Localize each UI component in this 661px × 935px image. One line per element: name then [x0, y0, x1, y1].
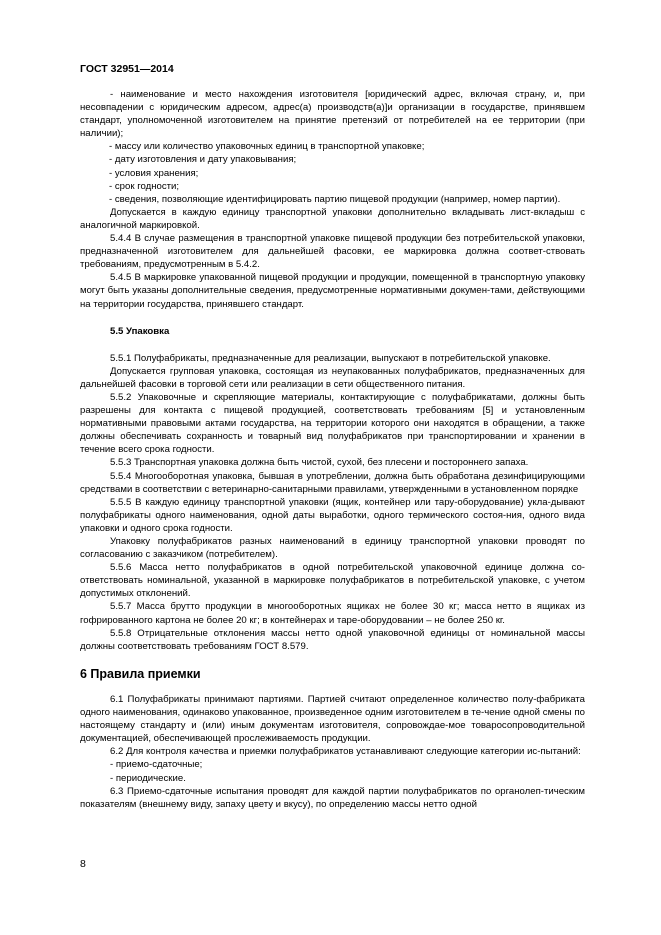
paragraph-6-1: 6.1 Полуфабрикаты принимают партиями. Партией считают определенное количество полу-фабриката одного наименования, одинаково упакованное, произведенное одним изготовителем в те-чение одной смены по настоящему стандарту и (или) иным документам изготовителя, сопровождае-мое товаросопроводительной документацией, обеспечивающей прослеживаемость продукции.: [80, 693, 585, 745]
paragraph-5-4-5: 5.4.5 В маркировке упакованной пищевой продукции и продукции, помещенной в транспортную упаковку могут быть указаны дополнительные сведения, предусмотренные нормативными докумен-тами, действующими на территории государства, принявшего стандарт.: [80, 272, 585, 310]
section-heading-6: 6 Правила приемки: [80, 666, 201, 681]
paragraph-group-packaging: Допускается групповая упаковка, состоящая из неупакованных полуфабрикатов, предназначенных для дальнейшей фасовки в торговой сети или реализации в сети общественного питания.: [80, 365, 585, 390]
paragraph-5-5-4: 5.5.4 Многооборотная упаковка, бывшая в употреблении, должна быть обработана дезинфицирующими средствами в соответствии с ветеринарно-санитарными правилами, утвержденными в установленном порядке: [80, 470, 585, 495]
paragraph-5-5-6: 5.5.6 Масса нетто полуфабрикатов в одной потребительской упаковочной единице должна со-ответствовать номинальной, указанной в маркировке полуфабрикатов в потребительской упаковке, с учетом допустимых отклонений.: [80, 562, 585, 600]
list-item: - дату изготовления и дату упаковывания;: [109, 154, 297, 166]
document-body: [80, 88, 585, 811]
list-item: - периодические.: [110, 772, 186, 784]
list-item: - срок годности;: [109, 180, 180, 192]
list-item: - массу или количество упаковочных единиц в транспортной упаковке;: [109, 141, 425, 153]
paragraph-5-5-1: 5.5.1 Полуфабрикаты, предназначенные для реализации, выпускают в потребительской упаковке.: [110, 352, 551, 364]
document-header: ГОСТ 32951—2014: [80, 63, 174, 75]
list-item: - сведения, позволяющие идентифицировать партию пищевой продукции (например, номер партии).: [109, 193, 561, 205]
page-number: 8: [80, 858, 86, 870]
paragraph-5-5-8: 5.5.8 Отрицательные отклонения массы нетто одной упаковочной единицы от номинальной массы должны соответствовать требованиям ГОСТ 8.579.: [80, 627, 585, 652]
paragraph-5-5-2: 5.5.2 Упаковочные и скрепляющие материалы, контактирующие с полуфабрикатами, должны быть разрешены для контакта с пищевой продукцией, соответствовать требованиям [5] и установленным нормативными правовыми актами государства, на территории которого они находятся в обращении, а также должны обеспечивать сохранность и товарный вид полуфабрикатов при транспортировании и хранении в течение всего срока годности.: [80, 391, 585, 456]
paragraph-5-5-5: 5.5.5 В каждую единицу транспортной упаковки (ящик, контейнер или тару-оборудование) укла-дывают полуфабрикаты одного наименования, одной даты выработки, одного термического состоя-ния, одного вида упаковки и одного срока годности.: [80, 496, 585, 534]
paragraph-6-2: 6.2 Для контроля качества и приемки полуфабрикатов устанавливают следующие категории ис-пытаний:: [110, 746, 581, 758]
list-item: - условия хранения;: [109, 167, 199, 179]
paragraph-5-5-3: 5.5.3 Транспортная упаковка должна быть чистой, сухой, без плесени и постороннего запаха.: [110, 457, 529, 469]
paragraph-mixed-packaging: Упаковку полуфабрикатов разных наименований в единицу транспортной упаковки проводят по согласованию с заказчиком (потребителем).: [80, 536, 585, 561]
subsection-heading-5-5: 5.5 Упаковка: [110, 325, 170, 337]
paragraph-6-3: 6.3 Приемо-сдаточные испытания проводят для каждой партии полуфабрикатов по органолеп-тическим показателям (внешнему виду, запаху цвету и вкусу), по определению массы нетто одной: [80, 785, 585, 810]
paragraph-5-4-4: 5.4.4 В случае размещения в транспортной упаковке пищевой продукции без потребительской упаковки, предназначенной изготовителем для дальнейшей фасовки, ее маркировка должна соответ-ствовать требованиям, предусмотренным в 5.4.2.: [80, 233, 585, 271]
paragraph-5-5-7: 5.5.7 Масса брутто продукции в многооборотных ящиках не более 30 кг; масса нетто в ящиках из гофрированного картона не более 20 кг; в контейнерах и таре-оборудовании – не более 250 кг.: [80, 601, 585, 626]
list-item: - приемо-сдаточные;: [110, 759, 203, 771]
paragraph-manufacturer: - наименование и место нахождения изготовителя [юридический адрес, включая страну, и, при несовпадении с юридическим адресом, адрес(а) производств(а)]и организации в государстве, принявшем стандарт, уполномоченной изготовителем на принятие претензий от потребителей на ее территории (при наличии);: [80, 89, 585, 140]
paragraph-insert-sheet: Допускается в каждую единицу транспортной упаковки дополнительно вкладывать лист-вкладыш с аналогичной маркировкой.: [80, 206, 585, 231]
